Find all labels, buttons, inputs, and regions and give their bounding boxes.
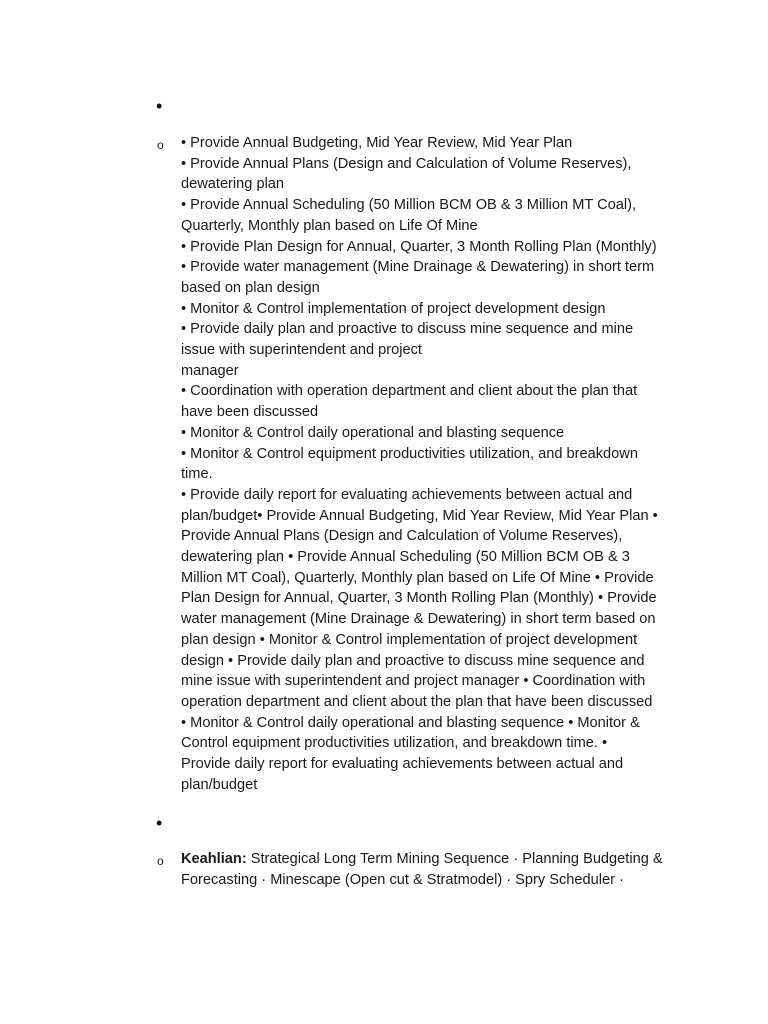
text-line: • Provide Annual Plans (Design and Calculation of Volume Reserves),	[181, 155, 632, 172]
text-line: water management (Mine Drainage & Dewatering) in short term based on	[181, 611, 656, 628]
text-line: • Provide daily plan and proactive to discuss mine sequence and mine	[181, 321, 634, 338]
text-line: Provide Annual Plans (Design and Calculation of Volume Reserves),	[181, 528, 623, 545]
text-line: • Provide Annual Scheduling (50 Million BCM OB & 3 Million MT Coal),	[181, 197, 637, 214]
skills-text	[181, 849, 681, 890]
text-line: mine issue with superintendent and project manager • Coordination with	[181, 673, 646, 690]
text-line: • Monitor & Control equipment productivities utilization, and breakdown	[181, 445, 638, 462]
text-line: have been discussed	[181, 404, 319, 421]
text-line: • Coordination with operation department and client about the plan that	[181, 383, 638, 400]
text-line: Quarterly, Monthly plan based on Life Of Mine	[181, 217, 478, 234]
bullet-filled-2: •	[156, 813, 163, 833]
text-line: time.	[181, 466, 213, 483]
text-line: issue with superintendent and project	[181, 342, 422, 359]
text-line: dewatering plan	[181, 176, 285, 193]
text-line: plan design • Monitor & Control implementation of project development	[181, 631, 638, 648]
responsibilities-text	[181, 133, 681, 796]
skills-line-1-text: Strategical Long Term Mining Sequence · Planning Budgeting &	[246, 851, 663, 867]
skills-line-2: Forecasting · Minescape (Open cut & Stratmodel) · Spry Scheduler ·	[181, 871, 624, 888]
text-line: • Monitor & Control daily operational and blasting sequence	[181, 424, 565, 441]
text-line: • Monitor & Control implementation of project development design	[181, 300, 606, 317]
text-line: operation department and client about the plan that have been discussed	[181, 693, 653, 710]
text-line: • Provide Annual Budgeting, Mid Year Review, Mid Year Plan	[181, 135, 573, 151]
text-line: Provide daily report for evaluating achievements between actual and	[181, 756, 624, 773]
bullet-hollow-1: o	[157, 138, 164, 152]
text-line: Plan Design for Annual, Quarter, 3 Month Rolling Plan (Monthly) • Provide	[181, 590, 657, 607]
skills-line-1	[181, 849, 681, 870]
text-line: design • Provide daily plan and proactive to discuss mine sequence and	[181, 652, 645, 669]
bullet-filled-1: •	[156, 96, 163, 116]
text-line: • Provide daily report for evaluating achievements between actual and	[181, 486, 633, 503]
text-line: based on plan design	[181, 279, 320, 296]
skills-label: Keahlian:	[181, 851, 247, 867]
bullet-hollow-2: o	[157, 854, 164, 868]
text-line: plan/budget	[181, 776, 258, 793]
text-line: • Provide water management (Mine Drainage & Dewatering) in short term	[181, 259, 655, 276]
text-line: manager	[181, 362, 239, 379]
text-line: Control equipment productivities utilization, and breakdown time. •	[181, 735, 608, 752]
text-line: dewatering plan • Provide Annual Scheduling (50 Million BCM OB & 3	[181, 549, 630, 566]
text-line: plan/budget• Provide Annual Budgeting, Mid Year Review, Mid Year Plan •	[181, 507, 658, 524]
text-line: • Monitor & Control daily operational and blasting sequence • Monitor &	[181, 714, 640, 731]
text-line: • Provide Plan Design for Annual, Quarter, 3 Month Rolling Plan (Monthly)	[181, 238, 657, 255]
text-line: Million MT Coal), Quarterly, Monthly plan based on Life Of Mine • Provide	[181, 569, 654, 586]
